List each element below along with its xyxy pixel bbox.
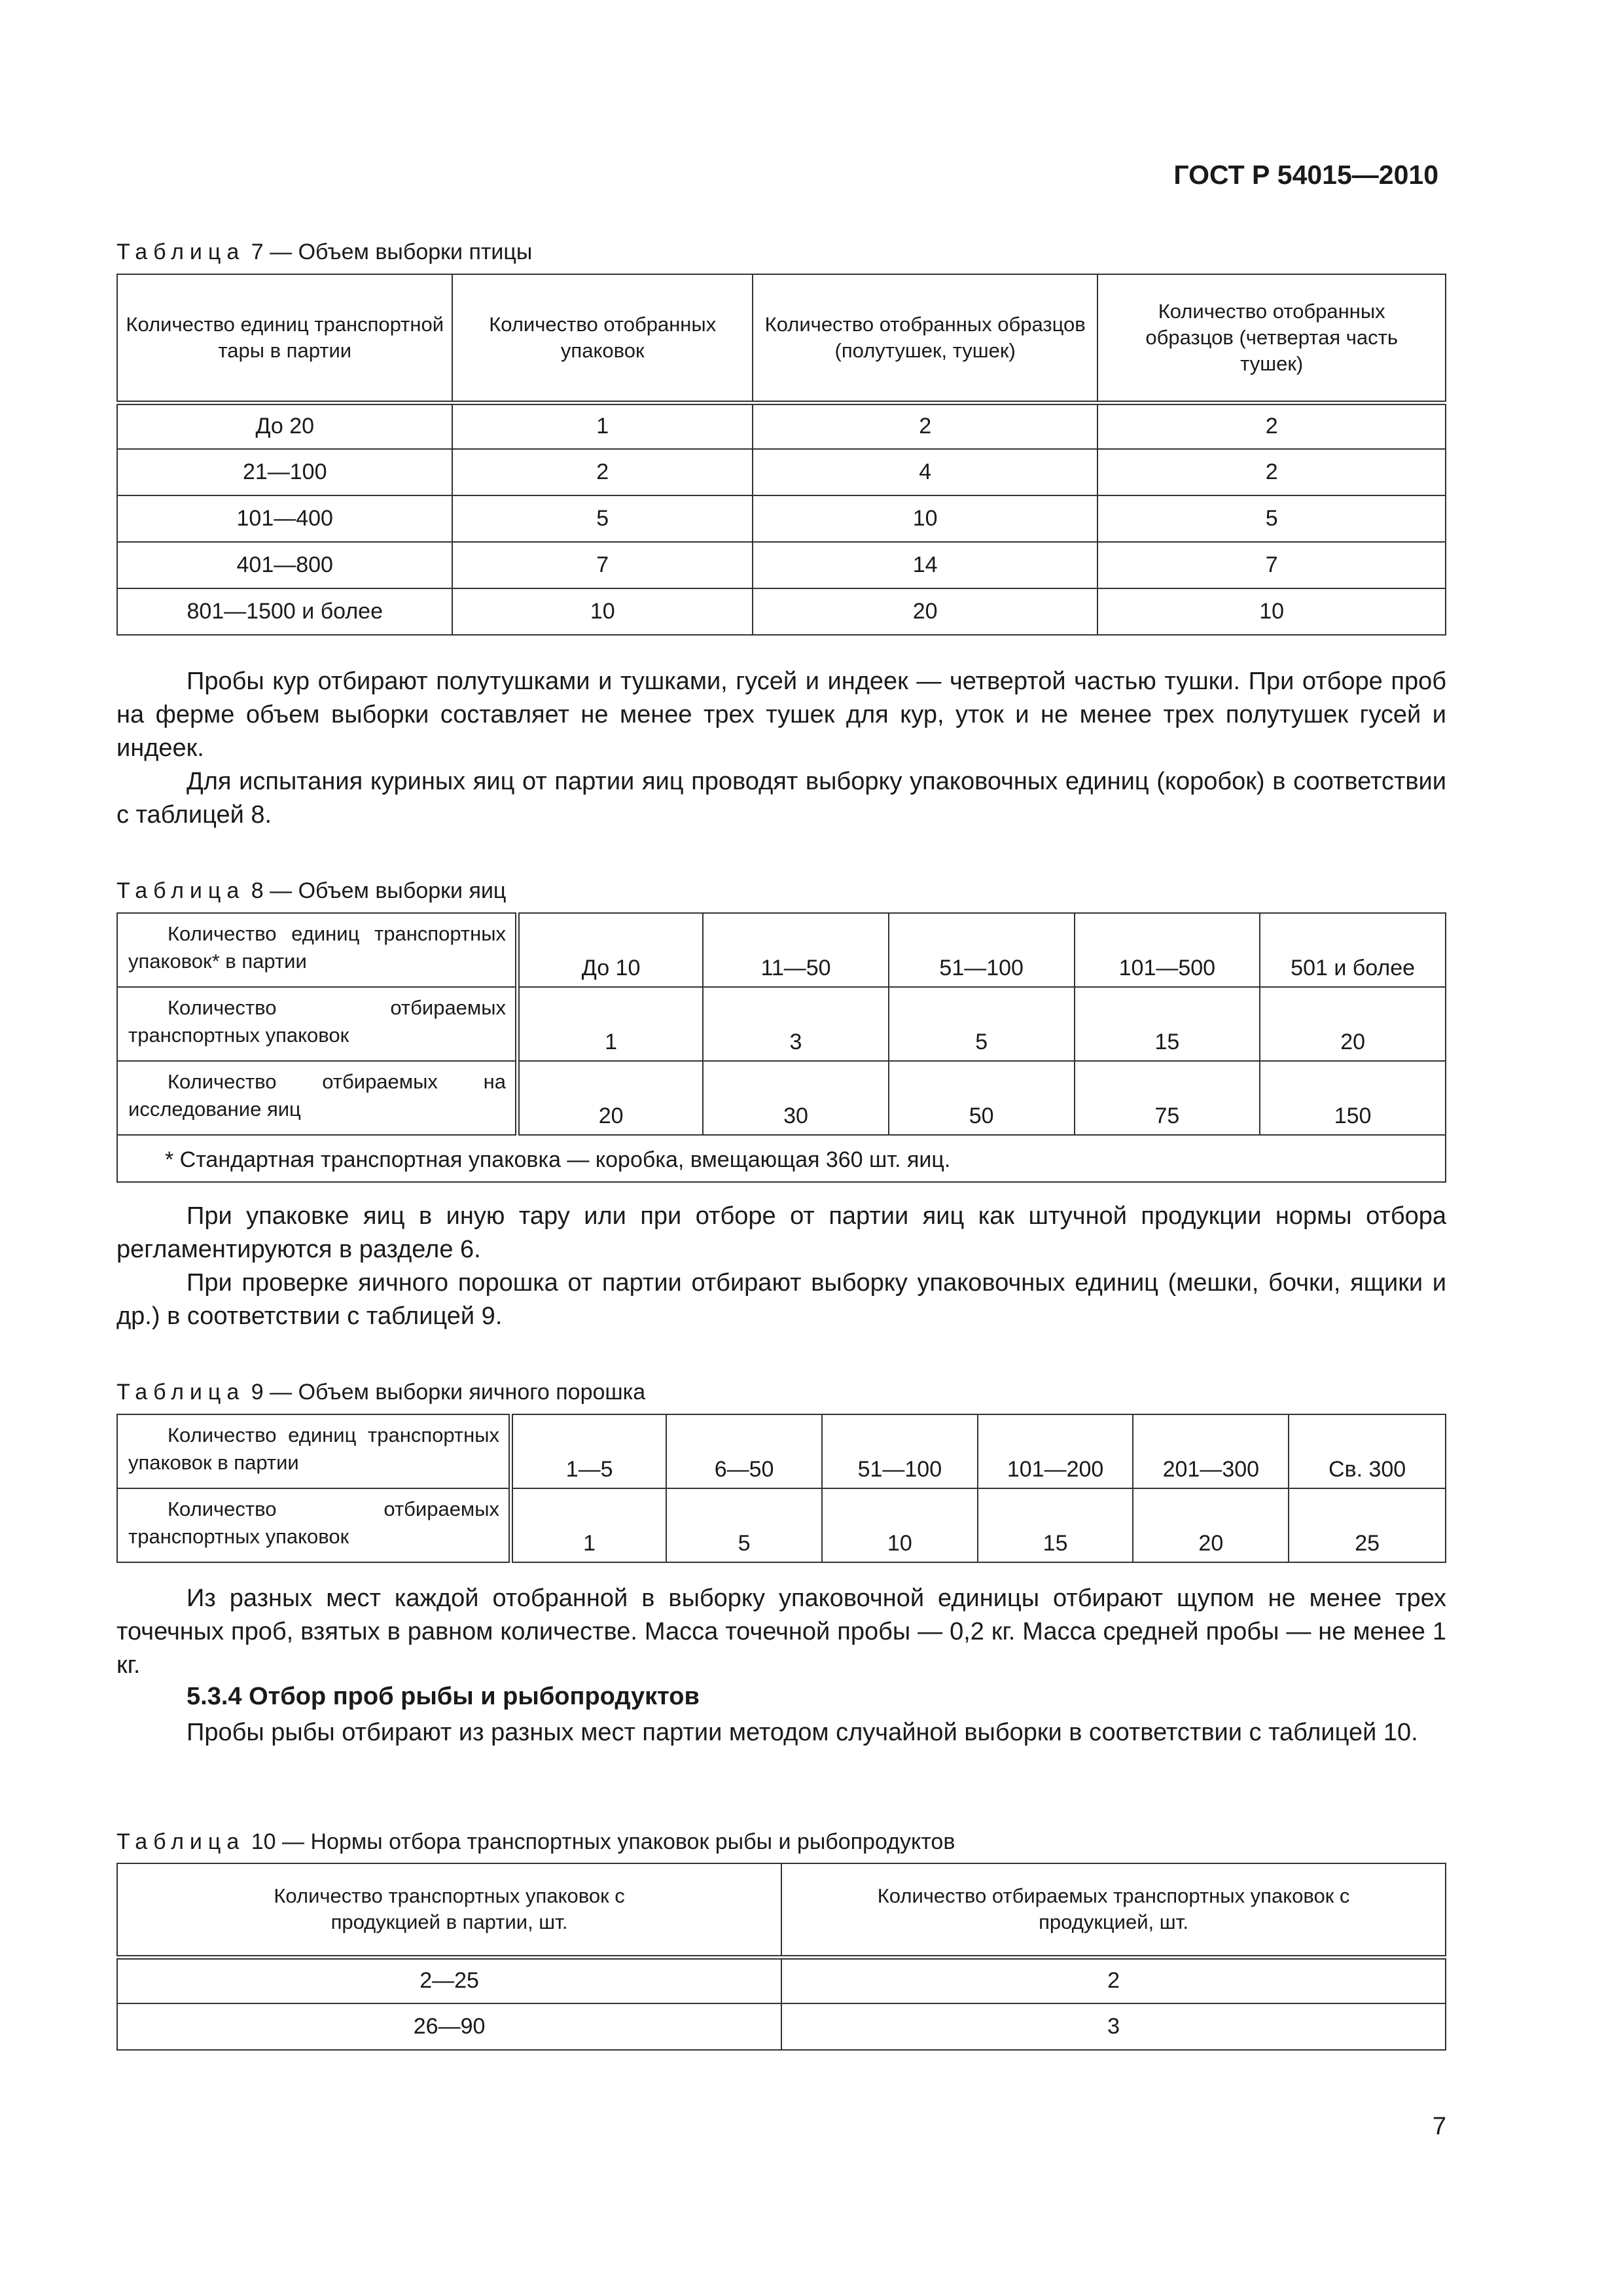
table7-header: Количество отобранных образцов (четвертая часть тушек) — [1097, 274, 1446, 403]
table-cell: До 20 — [117, 403, 452, 449]
table-cell: 20 — [1260, 987, 1446, 1061]
table-footnote-row — [117, 1135, 1446, 1182]
table7-header-row — [117, 274, 1446, 403]
table-cell: 10 — [822, 1488, 978, 1562]
table-cell: 26—90 — [117, 2003, 781, 2050]
table-cell: 20 — [753, 588, 1097, 635]
table-cell: 10 — [753, 495, 1097, 542]
table-cell: 2 — [1097, 449, 1446, 495]
table-cell: 50 — [889, 1061, 1075, 1135]
table-cell: 20 — [518, 1061, 704, 1135]
paragraph: Для испытания куриных яиц от партии яиц проводят выборку упаковочных единиц (коробок) в соответствии с таблицей 8. — [116, 768, 1446, 829]
table-cell: 150 — [1260, 1061, 1446, 1135]
table-row — [117, 1061, 1446, 1135]
table-row — [117, 1488, 1446, 1562]
table10-title: 10 — Нормы отбора транспортных упаковок рыбы и рыбопродуктов — [251, 1829, 955, 1854]
table-cell: 1 — [511, 1488, 667, 1562]
table10-label: Таблица — [116, 1829, 245, 1854]
table-row — [117, 987, 1446, 1061]
paragraph: Из разных мест каждой отобранной в выборку упаковочной единицы отбирают щупом не менее трех точечных проб, взятых в равном количестве. Масса точечной пробы — 0,2 кг. Масса средней пробы — не менее 1 кг. — [116, 1585, 1446, 1679]
table-cell: 15 — [978, 1488, 1133, 1562]
table-cell: 2 — [1097, 403, 1446, 449]
paragraph: При упаковке яиц в иную тару или при отборе от партии яиц как штучной продукции нормы отбора регламентируются в разделе 6. — [116, 1202, 1446, 1263]
table-row — [117, 1957, 1446, 2003]
table-row — [117, 403, 1446, 449]
document-id: ГОСТ Р 54015—2010 — [1173, 160, 1438, 190]
table-row — [117, 449, 1446, 495]
table10-header: Количество отбираемых транспортных упаковок с продукцией, шт. — [781, 1863, 1446, 1957]
table-cell: 101—200 — [978, 1414, 1133, 1488]
table9 — [116, 1414, 1446, 1563]
table7-title: 7 — Объем выборки птицы — [251, 240, 533, 264]
table-cell: 20 — [1133, 1488, 1289, 1562]
table-row — [117, 913, 1446, 987]
table-row — [117, 2003, 1446, 2050]
table-cell: 51—100 — [889, 913, 1075, 987]
table10-header-row — [117, 1863, 1446, 1957]
table-cell: 14 — [753, 542, 1097, 588]
table-cell: 5 — [452, 495, 753, 542]
table-row — [117, 1414, 1446, 1488]
table7-label: Таблица — [116, 240, 245, 264]
table-cell: 2—25 — [117, 1957, 781, 2003]
row-label: Количество отбираемых транспортных упаковок — [117, 1488, 511, 1562]
table9-caption — [116, 1380, 645, 1405]
table-cell: 2 — [452, 449, 753, 495]
table-cell: 1 — [518, 987, 704, 1061]
table-cell: 5 — [1097, 495, 1446, 542]
table8-title: 8 — Объем выборки яиц — [251, 878, 507, 903]
table7-header: Количество единиц транспортной тары в партии — [117, 274, 452, 403]
row-label: Количество отбираемых на исследование яиц — [117, 1061, 518, 1135]
row-label: Количество отбираемых транспортных упаковок — [117, 987, 518, 1061]
table-cell: 30 — [703, 1061, 889, 1135]
table-cell: Св. 300 — [1289, 1414, 1446, 1488]
table8 — [116, 912, 1446, 1183]
table-cell: 51—100 — [822, 1414, 978, 1488]
table-cell: 2 — [781, 1957, 1446, 2003]
table10-header: Количество транспортных упаковок с продукцией в партии, шт. — [117, 1863, 781, 1957]
table-cell: 3 — [781, 2003, 1446, 2050]
paragraph: Пробы кур отбирают полутушками и тушками, гусей и индеек — четвертой частью тушки. При отборе проб на ферме объем выборки составляет не менее трех тушек для кур, уток и не менее трех полутушек гусей и индеек. — [116, 668, 1446, 762]
table7 — [116, 274, 1446, 636]
table-cell: 6—50 — [666, 1414, 822, 1488]
paragraph: При проверке яичного порошка от партии отбирают выборку упаковочных единиц (мешки, бочки, ящики и др.) в соответствии с таблицей 9. — [116, 1269, 1446, 1330]
table-cell: 1 — [452, 403, 753, 449]
table-cell: 1—5 — [511, 1414, 667, 1488]
table-cell: 2 — [753, 403, 1097, 449]
table7-header: Количество отобранных образцов (полутушек, тушек) — [753, 274, 1097, 403]
table-cell: 11—50 — [703, 913, 889, 987]
table-row — [117, 542, 1446, 588]
section-heading: 5.3.4 Отбор проб рыбы и рыбопродуктов — [187, 1683, 700, 1710]
table-cell: 10 — [452, 588, 753, 635]
table-cell: 801—1500 и более — [117, 588, 452, 635]
table-cell: 5 — [666, 1488, 822, 1562]
row-label: Количество единиц транспортных упаковок* в партии — [117, 913, 518, 987]
table-cell: 7 — [452, 542, 753, 588]
page-number: 7 — [1432, 2113, 1446, 2140]
table-row — [117, 495, 1446, 542]
table-cell: До 10 — [518, 913, 704, 987]
table-cell: 3 — [703, 987, 889, 1061]
table7-header: Количество отобранных упаковок — [452, 274, 753, 403]
paragraph: Пробы рыбы отбирают из разных мест партии методом случайной выборки в соответствии с таблицей 10. — [187, 1719, 1418, 1746]
table-cell: 10 — [1097, 588, 1446, 635]
table8-footnote: * Стандартная транспортная упаковка — коробка, вмещающая 360 шт. яиц. — [117, 1135, 1446, 1182]
table10-caption — [116, 1829, 955, 1855]
row-label: Количество единиц транспортных упаковок в партии — [117, 1414, 511, 1488]
table-cell: 21—100 — [117, 449, 452, 495]
table-cell: 101—500 — [1075, 913, 1260, 987]
table8-label: Таблица — [116, 878, 245, 903]
table-cell: 201—300 — [1133, 1414, 1289, 1488]
table-cell: 7 — [1097, 542, 1446, 588]
table-cell: 501 и более — [1260, 913, 1446, 987]
table-cell: 401—800 — [117, 542, 452, 588]
table10 — [116, 1863, 1446, 2051]
table9-title: 9 — Объем выборки яичного порошка — [251, 1380, 646, 1405]
table-cell: 15 — [1075, 987, 1260, 1061]
table-cell: 75 — [1075, 1061, 1260, 1135]
table-cell: 101—400 — [117, 495, 452, 542]
table8-caption — [116, 878, 506, 904]
table-cell: 25 — [1289, 1488, 1446, 1562]
table-row — [117, 588, 1446, 635]
table-cell: 5 — [889, 987, 1075, 1061]
table-cell: 4 — [753, 449, 1097, 495]
table7-caption — [116, 240, 532, 265]
table9-label: Таблица — [116, 1380, 245, 1405]
